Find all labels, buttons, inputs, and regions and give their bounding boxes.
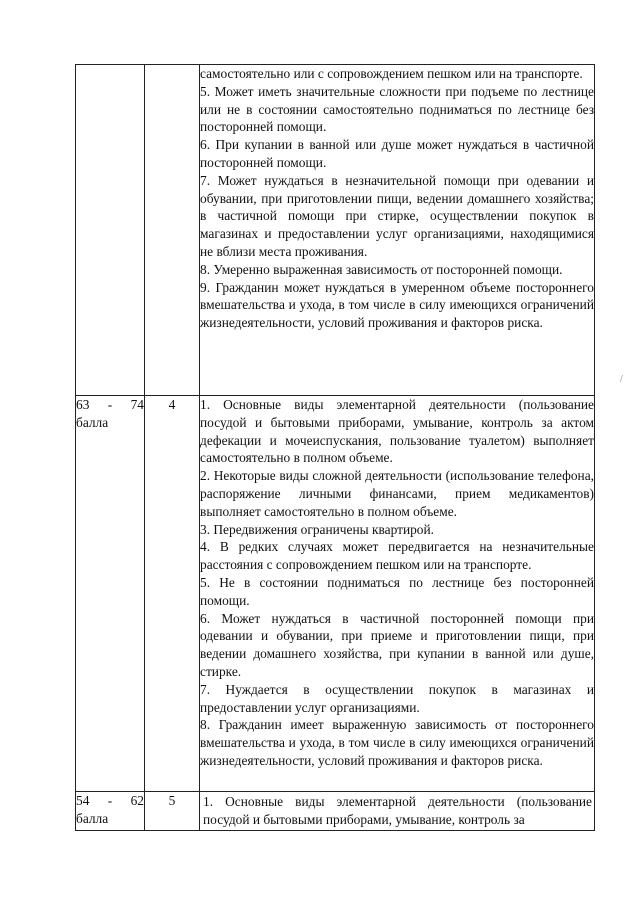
- paragraph: 3. Передвижения ограничены квартирой.: [200, 521, 435, 537]
- score-dash: -: [107, 793, 113, 808]
- table-row: [76, 65, 595, 396]
- score-to: 74: [130, 397, 144, 412]
- paragraph: 5. Может иметь значительные сложности при подъеме по лестнице или не в состоянии самостоятельно подниматься по лестнице без посторонней помощи.: [200, 83, 594, 135]
- table-row: [76, 396, 595, 792]
- scan-speck: /: [620, 374, 623, 385]
- table-row: [76, 792, 595, 831]
- paragraph: 6. При купании в ванной или душе может нуждаться в частичной посторонней помощи.: [200, 137, 594, 170]
- degree-cell: [145, 65, 200, 396]
- criteria-table: [75, 64, 595, 831]
- degree-cell: 5: [145, 792, 200, 831]
- paragraph: 2. Некоторые виды сложной деятельности (использование телефона, распоряжение личными финансами, прием медикаментов) выполняет самостоятельно в полном объеме.: [200, 468, 594, 519]
- paragraph: 8. Умеренно выраженная зависимость от посторонней помощи.: [200, 261, 563, 277]
- degree-cell: 4: [145, 396, 200, 792]
- score-range: [76, 396, 144, 414]
- paragraph: самостоятельно или с сопровождением пешком или на транспорте.: [200, 66, 583, 81]
- description-cell: [200, 65, 595, 396]
- score-from: 63: [76, 397, 90, 412]
- paragraph: 7. Может нуждаться в незначительной помощи при одевании и обувании, при приготовлении пищи, ведении домашнего хозяйства; в частичной помощи при стирке, осуществлении покупок в магазинах и предоставлении услуг организациями, находящимися не вблизи места проживания.: [200, 172, 594, 259]
- score-range: [76, 792, 144, 810]
- paragraph: 8. Гражданин имеет выраженную зависимость от постороннего вмешательства и ухода, в том числе в силу имеющихся ограничений жизнедеятельности, условий проживания и факторов риска.: [200, 717, 594, 768]
- score-to: 62: [130, 793, 144, 808]
- score-unit: балла: [76, 414, 109, 430]
- description-cell: [200, 396, 595, 792]
- score-dash: -: [107, 397, 113, 412]
- score-cell: [76, 792, 145, 831]
- description-clip: [200, 792, 594, 829]
- score-from: 54: [76, 793, 90, 808]
- paragraph: 4. В редких случаях может передвигается на незначительные расстояния с сопровождением пешком или на транспорте.: [200, 539, 594, 573]
- paragraph: 7. Нуждается в осуществлении покупок в магазинах и предоставлении услуг организациями.: [200, 681, 594, 715]
- score-cell: [76, 396, 145, 792]
- paragraph: 9. Гражданин может нуждаться в умеренном объеме постороннего вмешательства и ухода, в том числе в силу имеющихся ограничений жизнедеятельности, условий проживания и факторов риска.: [200, 279, 594, 331]
- paragraph: 5. Не в состоянии подниматься по лестнице без посторонней помощи.: [200, 574, 594, 608]
- description-cell: [200, 792, 595, 831]
- paragraph: 1. Основные виды элементарной деятельности (пользование посудой и бытовыми приборами, умывание, контроль за: [203, 794, 592, 827]
- score-unit: балла: [76, 810, 109, 826]
- score-cell: [76, 65, 145, 396]
- paragraph: 1. Основные виды элементарной деятельности (пользование посудой и бытовыми приборами, умывание, контроль за актом дефекации и мочеиспускания, пользование туалетом) выполняет самостоятельно в полном объеме.: [200, 397, 594, 466]
- paragraph: 6. Может нуждаться в частичной посторонней помощи при одевании и обувании, при приеме и приготовлении пищи, при ведении домашнего хозяйства, при купании в ванной или душе, стирке.: [200, 610, 594, 679]
